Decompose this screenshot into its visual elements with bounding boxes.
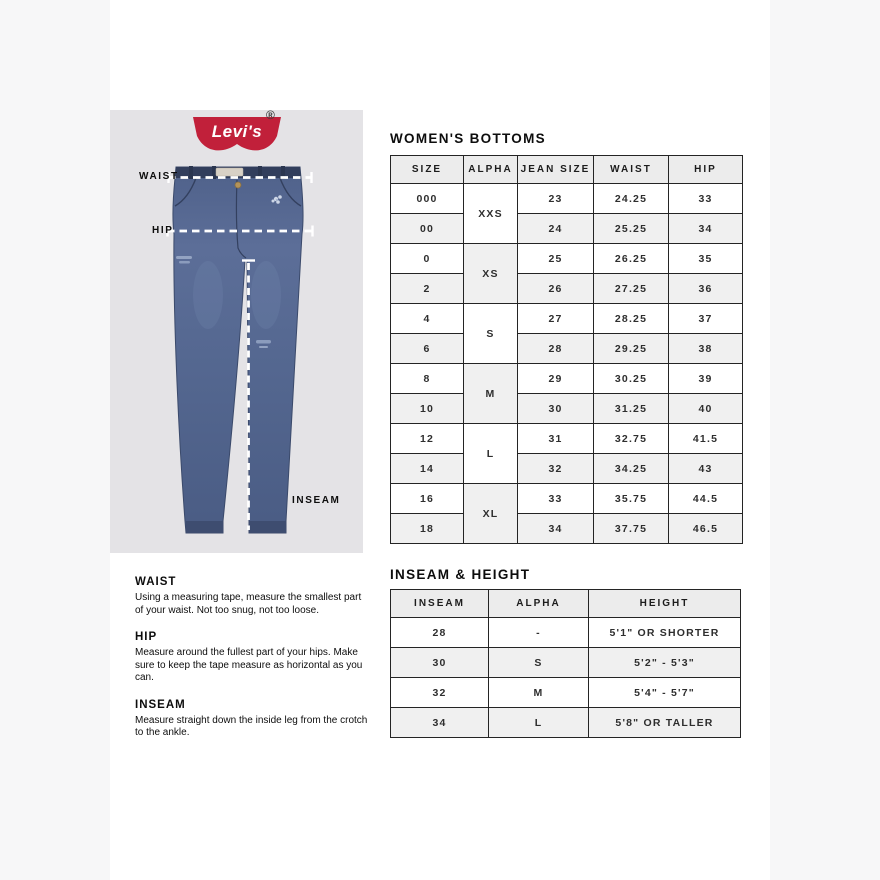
size-cell: 0: [391, 244, 464, 274]
table-row: [391, 304, 743, 334]
jean-size-cell: 28: [518, 334, 594, 364]
guide-body-inseam: Measure straight down the inside leg from the crotch to the ankle.: [135, 714, 368, 738]
jean-size-cell: 29: [518, 364, 594, 394]
inseam-cell: 30: [391, 648, 489, 678]
inseam-height-title: INSEAM & HEIGHT: [390, 567, 531, 582]
table-row: [391, 648, 741, 678]
guide-heading-inseam: INSEAM: [135, 698, 186, 711]
jean-size-cell: 26: [518, 274, 594, 304]
height-cell: 5'4" - 5'7": [589, 678, 741, 708]
column-header-waist: WAIST: [594, 156, 669, 184]
alpha-cell: L: [464, 424, 518, 484]
jeans-body: [173, 167, 303, 533]
guide-heading-hip: HIP: [135, 631, 158, 643]
table-row: [391, 678, 741, 708]
hip-cell: 39: [669, 364, 743, 394]
waist-cell: 34.25: [594, 454, 669, 484]
size-cell: 000: [391, 184, 464, 214]
hip-cell: 34: [669, 214, 743, 244]
inseam-height-section: [390, 567, 741, 738]
size-cell: 8: [391, 364, 464, 394]
registered-trademark-icon: ®: [266, 108, 275, 122]
diagram-hip-label: HIP: [152, 225, 174, 236]
levis-wordmark: Levi's: [211, 122, 263, 141]
guide-body-hip: Measure around the fullest part of your hips. Make sure to keep the tape measure as horizontal as you can.: [135, 647, 363, 683]
hip-cell: 37: [669, 304, 743, 334]
hip-cell: 40: [669, 394, 743, 424]
table-row: [391, 514, 743, 544]
diagram-waist-label: WAIST: [139, 171, 179, 182]
table-header-row: [391, 590, 741, 618]
table-row: [391, 334, 743, 364]
inseam-cell: 28: [391, 618, 489, 648]
size-cell: 2: [391, 274, 464, 304]
waist-cell: 31.25: [594, 394, 669, 424]
hip-cell: 36: [669, 274, 743, 304]
table-row: [391, 214, 743, 244]
column-header-hip: HIP: [669, 156, 743, 184]
jean-size-cell: 27: [518, 304, 594, 334]
alpha-cell: S: [489, 648, 589, 678]
alpha-cell: L: [489, 708, 589, 738]
column-header-height: HEIGHT: [589, 590, 741, 618]
jean-size-cell: 30: [518, 394, 594, 424]
height-cell: 5'2" - 5'3": [589, 648, 741, 678]
waist-cell: 35.75: [594, 484, 669, 514]
column-header-alpha: ALPHA: [464, 156, 518, 184]
womens-bottoms-title: WOMEN'S BOTTOMS: [390, 131, 546, 146]
waist-cell: 29.25: [594, 334, 669, 364]
table-row: [391, 244, 743, 274]
alpha-cell: M: [489, 678, 589, 708]
table-row: [391, 708, 741, 738]
alpha-cell: M: [464, 364, 518, 424]
waist-cell: 30.25: [594, 364, 669, 394]
column-header-alpha: ALPHA: [489, 590, 589, 618]
table-header-row: [391, 156, 743, 184]
levis-logo: [193, 108, 281, 155]
table-row: [391, 394, 743, 424]
hip-cell: 33: [669, 184, 743, 214]
jean-size-cell: 32: [518, 454, 594, 484]
table-row: [391, 274, 743, 304]
hip-cell: 35: [669, 244, 743, 274]
inseam-cell: 32: [391, 678, 489, 708]
inseam-cell: 34: [391, 708, 489, 738]
column-header-jean-size: JEAN SIZE: [518, 156, 594, 184]
hip-cell: 43: [669, 454, 743, 484]
alpha-cell: S: [464, 304, 518, 364]
jean-size-cell: 33: [518, 484, 594, 514]
inseam-height-table: [390, 589, 741, 738]
jean-size-cell: 31: [518, 424, 594, 454]
alpha-cell: XL: [464, 484, 518, 544]
size-cell: 10: [391, 394, 464, 424]
table-row: [391, 184, 743, 214]
waist-cell: 37.75: [594, 514, 669, 544]
womens-bottoms-section: [390, 131, 743, 544]
table-row: [391, 364, 743, 394]
size-cell: 00: [391, 214, 464, 244]
hip-cell: 46.5: [669, 514, 743, 544]
table-row: [391, 454, 743, 484]
jeans-size-diagram-panel: [110, 110, 363, 553]
table-row: [391, 484, 743, 514]
height-cell: 5'8" OR TALLER: [589, 708, 741, 738]
hip-cell: 41.5: [669, 424, 743, 454]
jean-size-cell: 23: [518, 184, 594, 214]
jean-size-cell: 24: [518, 214, 594, 244]
waist-cell: 26.25: [594, 244, 669, 274]
jean-size-cell: 34: [518, 514, 594, 544]
alpha-cell: XS: [464, 244, 518, 304]
table-row: [391, 618, 741, 648]
guide-heading-waist: WAIST: [135, 576, 177, 588]
waist-cell: 28.25: [594, 304, 669, 334]
diagram-inseam-label: INSEAM: [292, 495, 341, 506]
waist-cell: 24.25: [594, 184, 669, 214]
measuring-guide: [135, 576, 372, 754]
jean-size-cell: 25: [518, 244, 594, 274]
alpha-cell: XXS: [464, 184, 518, 244]
size-cell: 4: [391, 304, 464, 334]
table-row: [391, 424, 743, 454]
height-cell: 5'1" OR SHORTER: [589, 618, 741, 648]
size-cell: 18: [391, 514, 464, 544]
waist-cell: 32.75: [594, 424, 669, 454]
alpha-cell: -: [489, 618, 589, 648]
hip-cell: 38: [669, 334, 743, 364]
size-cell: 14: [391, 454, 464, 484]
guide-body-waist: Using a measuring tape, measure the smallest part of your waist. Not too snug, not too loose.: [135, 592, 362, 616]
hip-cell: 44.5: [669, 484, 743, 514]
size-cell: 16: [391, 484, 464, 514]
column-header-inseam: INSEAM: [391, 590, 489, 618]
waist-cell: 25.25: [594, 214, 669, 244]
size-cell: 6: [391, 334, 464, 364]
womens-bottoms-table: [390, 155, 743, 544]
waist-cell: 27.25: [594, 274, 669, 304]
column-header-size: SIZE: [391, 156, 464, 184]
size-cell: 12: [391, 424, 464, 454]
